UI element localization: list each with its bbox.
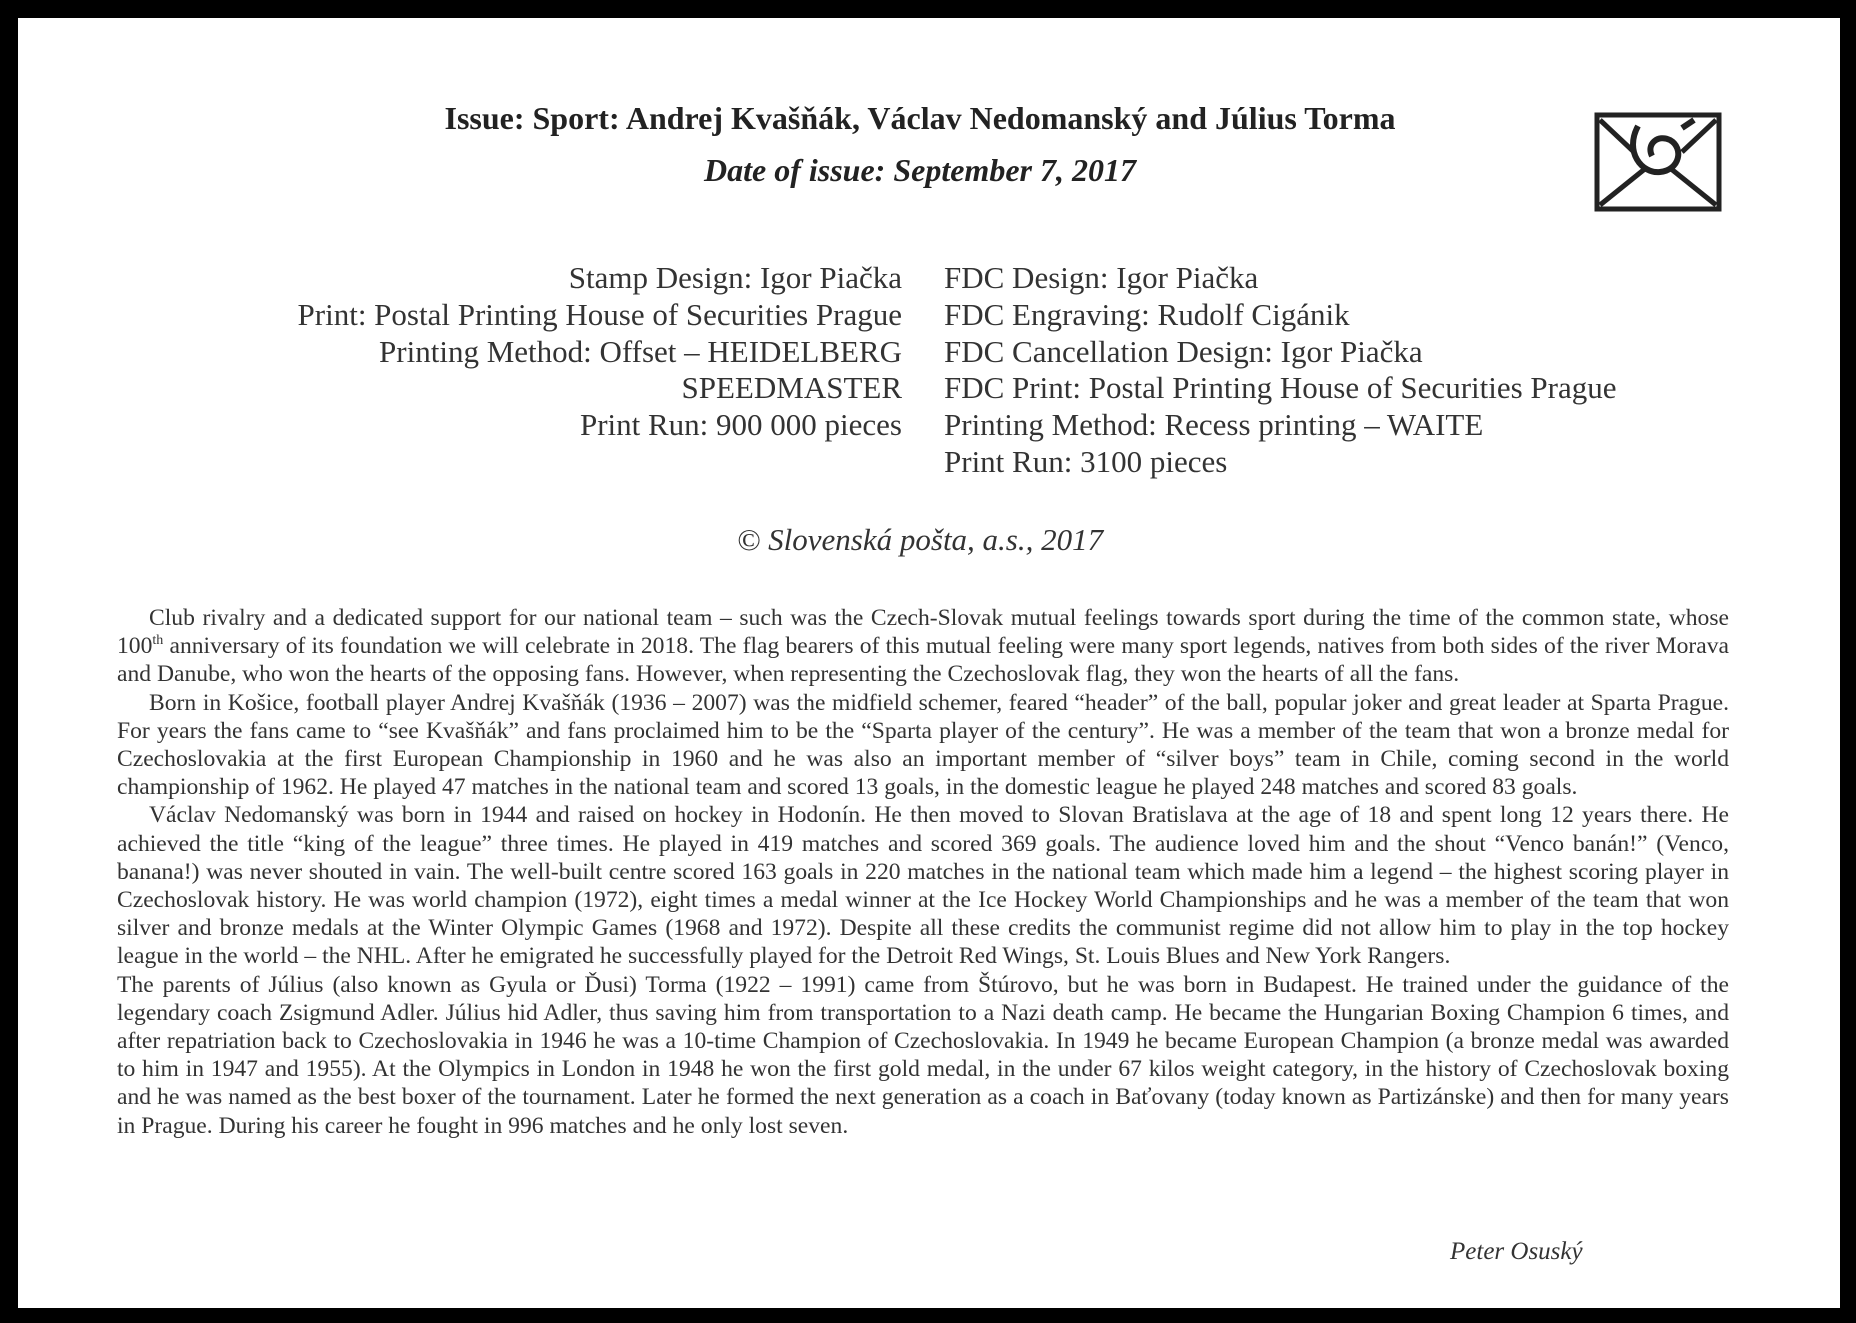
fdc-print: FDC Print: Postal Printing House of Securities Prague: [944, 370, 1617, 406]
fdc-cancellation: FDC Cancellation Design: Igor Piačka: [944, 333, 1423, 369]
stamp-print-run: Print Run: 900 000 pieces: [579, 407, 902, 443]
fdc-printing-method: Printing Method: Recess printing – WAITE: [944, 407, 1484, 443]
paragraph-nedomansky: Václav Nedomanský was born in 1944 and raised on hockey in Hodonín. He then moved to Slovan Bratislava at the age of 18 and spent long 12 years there. He achieved the title “king of the league” three times. He played in 419 matches and scored 369 goals. The audience loved him and the shout “Venco banán!” (Venco, banana!) was never shouted in vain. The well-built centre scored 163 goals in 220 matches in the national team which made him a legend – the highest scoring player in Czechoslovak history. He was world champion (1972), eight times a medal winner at the Ice Hockey World Championships and he was a member of the team that won silver and bronze medals at the Winter Olympic Games (1968 and 1972). Despite all these credits the communist regime did not allow him to play in the top hockey league in the world – the NHL. After he emigrated he successfully played for the Detroit Red Wings, St. Louis Blues and New York Rangers.: [117, 802, 1729, 970]
stamp-design: Stamp Design: Igor Piačka: [568, 260, 902, 295]
post-horn-envelope-logo-icon: [1594, 112, 1722, 212]
fdc-engraving: FDC Engraving: Rudolf Cigánik: [944, 296, 1350, 332]
article-body: [117, 604, 1729, 1140]
stamp-details: [230, 260, 902, 444]
fdc-design: FDC Design: Igor Piačka: [944, 260, 1259, 295]
paragraph-kvasnak: Born in Košice, football player Andrej Kvašňák (1936 – 2007) was the midfield schemer, feared “header” of the ball, popular joker and great leader at Sparta Prague. For years the fans came to “see Kvašňák” and fans proclaimed him to be the “Sparta player of the century”. He was a member of the team that won a bronze medal for Czechoslovakia at the first European Championship in 1960 and he was also an important member of “silver boys” team in Chile, coming second in the world championship of 1962. He played 47 matches in the national team and scored 13 goals, in the domestic league he played 248 matches and scored 83 goals.: [117, 689, 1729, 801]
paragraph-intro: Club rivalry and a dedicated support for our national team – such was the Czech-Slovak mutual feelings towards sport during the time of the common state, whose 100th anniversary of its foundation we will celebrate in 2018. The flag bearers of this mutual feeling were many sport legends, natives from both sides of the river Morava and Danube, who won the hearts of the opposing fans. However, when representing the Czechoslovak flag, they won the hearts of all the fans.: [117, 605, 1729, 688]
copyright: © Slovenská pošta, a.s., 2017: [736, 522, 1104, 557]
stamp-print: Print: Postal Printing House of Securities Prague: [297, 296, 902, 332]
stamp-printing-method: Printing Method: Offset – HEIDELBERG SPEEDMASTER: [379, 333, 902, 406]
issue-date: Date of issue: September 7, 2017: [704, 152, 1136, 188]
paragraph-torma: The parents of Július (also known as Gyula or Ďusi) Torma (1922 – 1991) came from Štúrovo, but he was born in Budapest. He trained under the guidance of the legendary coach Zsigmund Adler. Július hid Adler, thus saving him from transportation to a Nazi death camp. He became the Hungarian Boxing Champion 6 times, and after repatriation back to Czechoslovakia in 1946 he was a 10-time Champion of Czechoslovakia. In 1949 he became European Champion (a bronze medal was awarded to him in 1947 and 1955). At the Olympics in London in 1948 he won the first gold medal, in the under 67 kilos weight category, in the history of Czechoslovak boxing and he was named as the best boxer of the tournament. Later he formed the next generation as a coach in Baťovany (today known as Partizánske) and then for many years in Prague. During his career he fought in 996 matches and he only lost seven.: [117, 971, 1729, 1139]
fdc-details: [944, 260, 1744, 481]
fdc-print-run: Print Run: 3100 pieces: [944, 443, 1228, 479]
issue-title: Issue: Sport: Andrej Kvašňák, Václav Nedomanský and Július Torma: [444, 100, 1396, 136]
author-signature: Peter Osuský: [1450, 1238, 1583, 1265]
